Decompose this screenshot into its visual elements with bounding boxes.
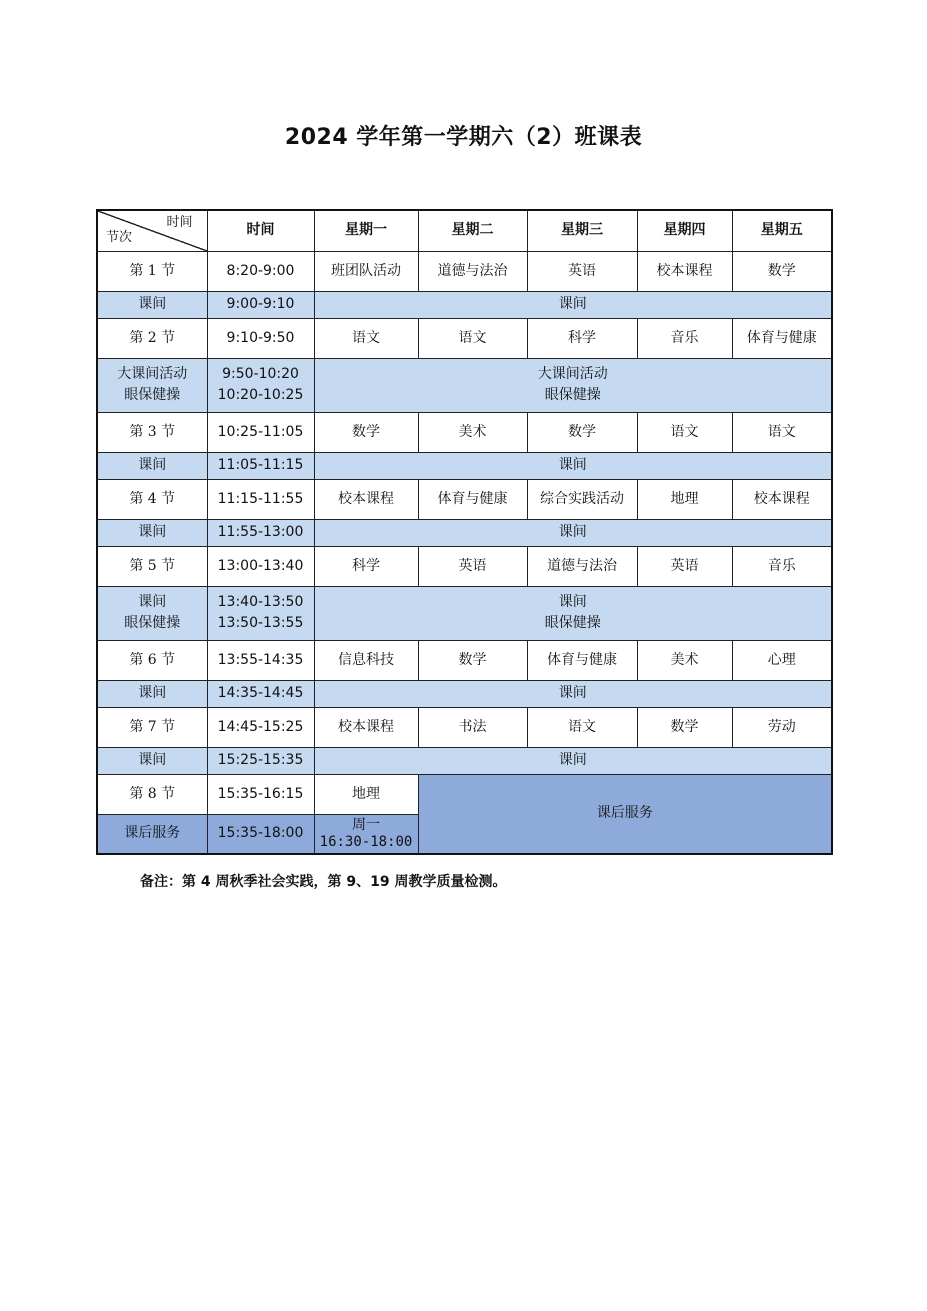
big-break-row bbox=[97, 358, 832, 412]
break-span: 课间 bbox=[314, 452, 832, 479]
break-label: 课间 bbox=[97, 747, 207, 774]
big-break-label-line1: 大课间活动 bbox=[117, 366, 188, 383]
subject-cell: 体育与健康 bbox=[732, 318, 832, 358]
break-label: 课间 bbox=[97, 291, 207, 318]
period-label: 第 3 节 bbox=[97, 412, 207, 452]
break-span: 课间 bbox=[314, 519, 832, 546]
subject-cell: 英语 bbox=[637, 546, 732, 586]
service-time: 15:35-18:00 bbox=[207, 814, 314, 854]
period-row-3 bbox=[97, 412, 832, 452]
subject-cell: 英语 bbox=[527, 251, 637, 291]
big-break-span bbox=[314, 358, 832, 412]
big-break-time-line1: 9:50-10:20 bbox=[222, 366, 299, 383]
period-label: 第 5 节 bbox=[97, 546, 207, 586]
break-eye-label-line2: 眼保健操 bbox=[124, 615, 181, 631]
subject-cell: 数学 bbox=[732, 251, 832, 291]
after-school-service-span: 课后服务 bbox=[418, 774, 832, 854]
subject-cell: 地理 bbox=[314, 774, 418, 814]
period-row-8 bbox=[97, 774, 832, 814]
break-span: 课间 bbox=[314, 680, 832, 707]
page-title: 2024 学年第一学期六（2）班课表 bbox=[284, 125, 643, 150]
break-eye-text-line2: 眼保健操 bbox=[544, 615, 601, 631]
subject-cell: 数学 bbox=[527, 412, 637, 452]
subject-cell: 校本课程 bbox=[637, 251, 732, 291]
subject-cell: 体育与健康 bbox=[527, 640, 637, 680]
break-row-7 bbox=[97, 747, 832, 774]
period-row-7 bbox=[97, 707, 832, 747]
period-row-6 bbox=[97, 640, 832, 680]
subject-cell: 数学 bbox=[314, 412, 418, 452]
big-break-label-line2: 眼保健操 bbox=[124, 387, 181, 403]
break-time: 11:05-11:15 bbox=[207, 452, 314, 479]
subject-cell: 班团队活动 bbox=[314, 251, 418, 291]
subject-cell: 音乐 bbox=[637, 318, 732, 358]
break-label: 课间 bbox=[97, 452, 207, 479]
subject-cell: 美术 bbox=[637, 640, 732, 680]
big-break-label bbox=[97, 358, 207, 412]
subject-cell: 语文 bbox=[637, 412, 732, 452]
subject-cell: 校本课程 bbox=[732, 479, 832, 519]
big-break-time bbox=[207, 358, 314, 412]
corner-period-label: 节次 bbox=[106, 229, 133, 245]
subject-cell: 美术 bbox=[418, 412, 527, 452]
subject-cell: 信息科技 bbox=[314, 640, 418, 680]
day-header-thu: 星期四 bbox=[637, 210, 732, 251]
break-eye-label-line1: 课间 bbox=[138, 594, 167, 611]
period-row-4 bbox=[97, 479, 832, 519]
break-eye-text-line1: 课间 bbox=[558, 594, 587, 611]
period-time: 11:15-11:55 bbox=[207, 479, 314, 519]
period-time: 8:20-9:00 bbox=[207, 251, 314, 291]
break-eye-time-line2: 13:50-13:55 bbox=[217, 615, 304, 631]
break-time: 11:55-13:00 bbox=[207, 519, 314, 546]
period-label: 第 2 节 bbox=[97, 318, 207, 358]
break-label: 课间 bbox=[97, 519, 207, 546]
break-time: 9:00-9:10 bbox=[207, 291, 314, 318]
day-header-fri: 星期五 bbox=[732, 210, 832, 251]
service-monday-cell bbox=[314, 814, 418, 854]
break-eye-row bbox=[97, 586, 832, 640]
day-header-wed: 星期三 bbox=[527, 210, 637, 251]
subject-cell: 体育与健康 bbox=[418, 479, 527, 519]
break-label: 课间 bbox=[97, 680, 207, 707]
big-break-time-line2: 10:20-10:25 bbox=[217, 387, 304, 403]
corner-time-label: 时间 bbox=[166, 215, 193, 230]
subject-cell: 科学 bbox=[527, 318, 637, 358]
break-eye-time-line1: 13:40-13:50 bbox=[217, 594, 304, 611]
timetable bbox=[96, 209, 833, 855]
period-row-1 bbox=[97, 251, 832, 291]
break-row-4 bbox=[97, 519, 832, 546]
header-row bbox=[97, 210, 832, 251]
subject-cell: 心理 bbox=[732, 640, 832, 680]
subject-cell: 语文 bbox=[527, 707, 637, 747]
subject-cell: 语文 bbox=[418, 318, 527, 358]
break-span: 课间 bbox=[314, 291, 832, 318]
period-time: 9:10-9:50 bbox=[207, 318, 314, 358]
subject-cell: 道德与法治 bbox=[527, 546, 637, 586]
period-label: 第 4 节 bbox=[97, 479, 207, 519]
period-label: 第 8 节 bbox=[97, 774, 207, 814]
subject-cell: 英语 bbox=[418, 546, 527, 586]
corner-header-cell bbox=[97, 210, 207, 251]
period-label: 第 6 节 bbox=[97, 640, 207, 680]
break-time: 14:35-14:45 bbox=[207, 680, 314, 707]
break-row-1 bbox=[97, 291, 832, 318]
period-time: 13:00-13:40 bbox=[207, 546, 314, 586]
break-time: 15:25-15:35 bbox=[207, 747, 314, 774]
period-time: 14:45-15:25 bbox=[207, 707, 314, 747]
subject-cell: 道德与法治 bbox=[418, 251, 527, 291]
service-monday-day: 周一 bbox=[352, 816, 380, 833]
break-row-6 bbox=[97, 680, 832, 707]
big-break-text-line1: 大课间活动 bbox=[537, 366, 608, 383]
period-label: 第 7 节 bbox=[97, 707, 207, 747]
subject-cell: 地理 bbox=[637, 479, 732, 519]
subject-cell: 音乐 bbox=[732, 546, 832, 586]
big-break-text-line2: 眼保健操 bbox=[544, 387, 601, 403]
subject-cell: 书法 bbox=[418, 707, 527, 747]
period-label: 第 1 节 bbox=[97, 251, 207, 291]
service-monday-time: 16:30-18:00 bbox=[319, 833, 413, 850]
subject-cell: 科学 bbox=[314, 546, 418, 586]
period-time: 10:25-11:05 bbox=[207, 412, 314, 452]
subject-cell: 校本课程 bbox=[314, 707, 418, 747]
break-eye-span bbox=[314, 586, 832, 640]
subject-cell: 数学 bbox=[637, 707, 732, 747]
footnote: 备注：第 4 周秋季社会实践，第 9、19 周教学质量检测。 bbox=[140, 874, 507, 890]
time-column-header: 时间 bbox=[207, 210, 314, 251]
subject-cell: 语文 bbox=[314, 318, 418, 358]
period-row-5 bbox=[97, 546, 832, 586]
break-span: 课间 bbox=[314, 747, 832, 774]
subject-cell: 综合实践活动 bbox=[527, 479, 637, 519]
period-row-2 bbox=[97, 318, 832, 358]
day-header-tue: 星期二 bbox=[418, 210, 527, 251]
subject-cell: 劳动 bbox=[732, 707, 832, 747]
day-header-mon: 星期一 bbox=[314, 210, 418, 251]
subject-cell: 数学 bbox=[418, 640, 527, 680]
period-time: 15:35-16:15 bbox=[207, 774, 314, 814]
break-row-3 bbox=[97, 452, 832, 479]
service-label: 课后服务 bbox=[97, 814, 207, 854]
subject-cell: 语文 bbox=[732, 412, 832, 452]
period-time: 13:55-14:35 bbox=[207, 640, 314, 680]
subject-cell: 校本课程 bbox=[314, 479, 418, 519]
break-eye-label bbox=[97, 586, 207, 640]
break-eye-time bbox=[207, 586, 314, 640]
